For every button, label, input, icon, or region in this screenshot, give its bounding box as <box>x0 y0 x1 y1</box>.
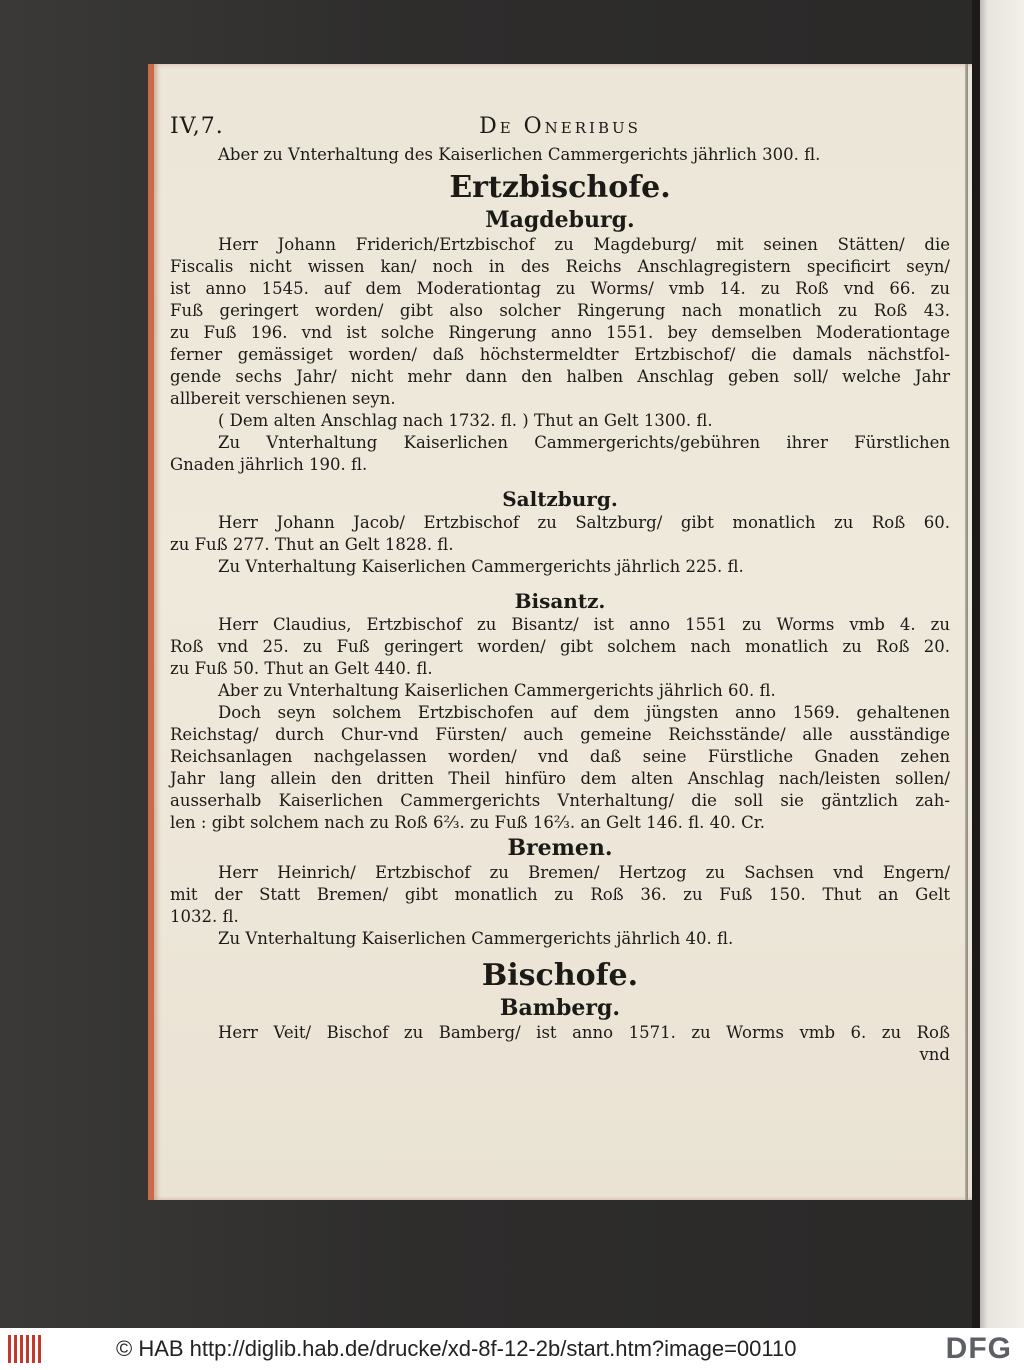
page-edge-line <box>965 64 968 1200</box>
text-line: ist anno 1545. auf dem Moderationtag zu Worms/ vmb 14. zu Roß vnd 66. zu <box>170 279 950 298</box>
facing-page-edge <box>972 0 1024 1328</box>
viewer-footer <box>0 1328 1024 1370</box>
bremen-court-line: Zu Vnterhaltung Kaiserlichen Cammergerichts jährlich 40. fl. <box>218 929 734 948</box>
saltzburg-court-line: Zu Vnterhaltung Kaiserlichen Cammergerichts jährlich 225. fl. <box>218 557 744 576</box>
heading-saltzburg: Saltzburg. <box>502 487 618 511</box>
text-line: len : gibt solchem nach zu Roß 6⅔. zu Fuß 16⅔. an Gelt 146. fl. 40. Cr. <box>170 813 766 832</box>
text-line: Herr Claudius, Ertzbischof zu Bisantz/ ist anno 1551 zu Worms vmb 4. zu <box>218 615 950 634</box>
text-line: Herr Johann Friderich/Ertzbischof zu Magdeburg/ mit seinen Stätten/ die <box>218 235 950 254</box>
text-line: allbereit verschienen seyn. <box>170 389 396 408</box>
text-line: mit der Statt Bremen/ gibt monatlich zu Roß 36. zu Fuß 150. Thut an Gelt <box>170 885 950 904</box>
text-line: Doch seyn solchem Ertzbischofen auf dem jüngsten anno 1569. gehaltenen <box>218 703 950 722</box>
text-line: ausserhalb Kaiserlichen Cammergerichts Vnterhaltung/ die soll sie gäntzlich zah- <box>170 791 950 810</box>
section-heading-erzbischofe: Ertzbischofe. <box>449 170 671 205</box>
text-line: Herr Veit/ Bischof zu Bamberg/ ist anno 1571. zu Worms vmb 6. zu Roß <box>218 1023 950 1042</box>
magdeburg-court-line-2: Gnaden jährlich 190. fl. <box>170 455 368 474</box>
bisantz-court-line: Aber zu Vnterhaltung Kaiserlichen Cammergerichts jährlich 60. fl. <box>218 681 776 700</box>
text-line: zu Fuß 50. Thut an Gelt 440. fl. <box>170 659 433 678</box>
source-link[interactable]: © HAB http://diglib.hab.de/drucke/xd-8f-12-2b/start.htm?image=00110 <box>116 1336 797 1361</box>
text-line: Reichsanlagen nachgelassen worden/ vnd daß seine Fürstliche Gnaden zehen <box>170 747 950 766</box>
section-heading-bischofe: Bischofe. <box>481 958 639 993</box>
heading-magdeburg: Magdeburg. <box>485 207 635 233</box>
catchword: vnd <box>919 1045 950 1064</box>
text-line: 1032. fl. <box>170 907 239 926</box>
text-line: Reichstag/ durch Chur-vnd Fürsten/ auch gemeine Reichsstände/ alle ausständige <box>170 725 950 744</box>
page-text <box>170 114 950 1066</box>
text-line: zu Fuß 277. Thut an Gelt 1828. fl. <box>170 535 454 554</box>
gutter-shadow <box>972 0 980 1328</box>
text-line: Fuß geringert worden/ gibt also solcher Ringerung nach monatlich zu Roß 43. <box>170 301 950 320</box>
magdeburg-sum: ( Dem alten Anschlag nach 1732. fl. ) Thut an Gelt 1300. fl. <box>218 411 713 430</box>
text-line: Fiscalis nicht wissen kan/ noch in des Reichs Anschlagregistern specificirt seyn/ <box>170 257 950 276</box>
running-head: De Oneribus <box>479 114 641 139</box>
heading-bamberg: Bamberg. <box>499 995 621 1021</box>
text-line: ferner gemässiget worden/ daß höchstermeldter Ertzbischof/ die damals nächstfol- <box>170 345 950 364</box>
text-line: Roß vnd 25. zu Fuß geringert worden/ gibt solchem nach monatlich zu Roß 20. <box>170 637 950 656</box>
text-line: Herr Heinrich/ Ertzbischof zu Bremen/ Hertzog zu Sachsen vnd Engern/ <box>218 863 950 882</box>
hab-logo-icon <box>8 1335 42 1363</box>
text-line: Herr Johann Jacob/ Ertzbischof zu Saltzburg/ gibt monatlich zu Roß 60. <box>218 513 950 532</box>
text-line: Jahr lang allein den dritten Theil hinfüro dem alten Anschlag nach/leisten sollen/ <box>170 769 950 788</box>
text-line: zu Fuß 196. vnd ist solche Ringerung anno 1551. bey demselben Moderationtage <box>170 323 950 342</box>
page-number: IV,7. <box>170 114 224 139</box>
intro-line: Aber zu Vnterhaltung des Kaiserlichen Cammergerichts jährlich 300. fl. <box>218 145 821 164</box>
heading-bisantz: Bisantz. <box>514 589 606 613</box>
heading-bremen: Bremen. <box>507 835 613 861</box>
dfg-logo: DFG <box>945 1332 1012 1365</box>
text-line: gende sechs Jahr/ nicht mehr dann den halben Anschlag geben soll/ welche Jahr <box>170 367 950 386</box>
running-header <box>170 114 950 144</box>
magdeburg-paragraph <box>170 234 950 410</box>
magdeburg-court-line: Zu Vnterhaltung Kaiserlichen Cammergerichts/gebühren ihrer Fürstlichen <box>218 433 950 452</box>
